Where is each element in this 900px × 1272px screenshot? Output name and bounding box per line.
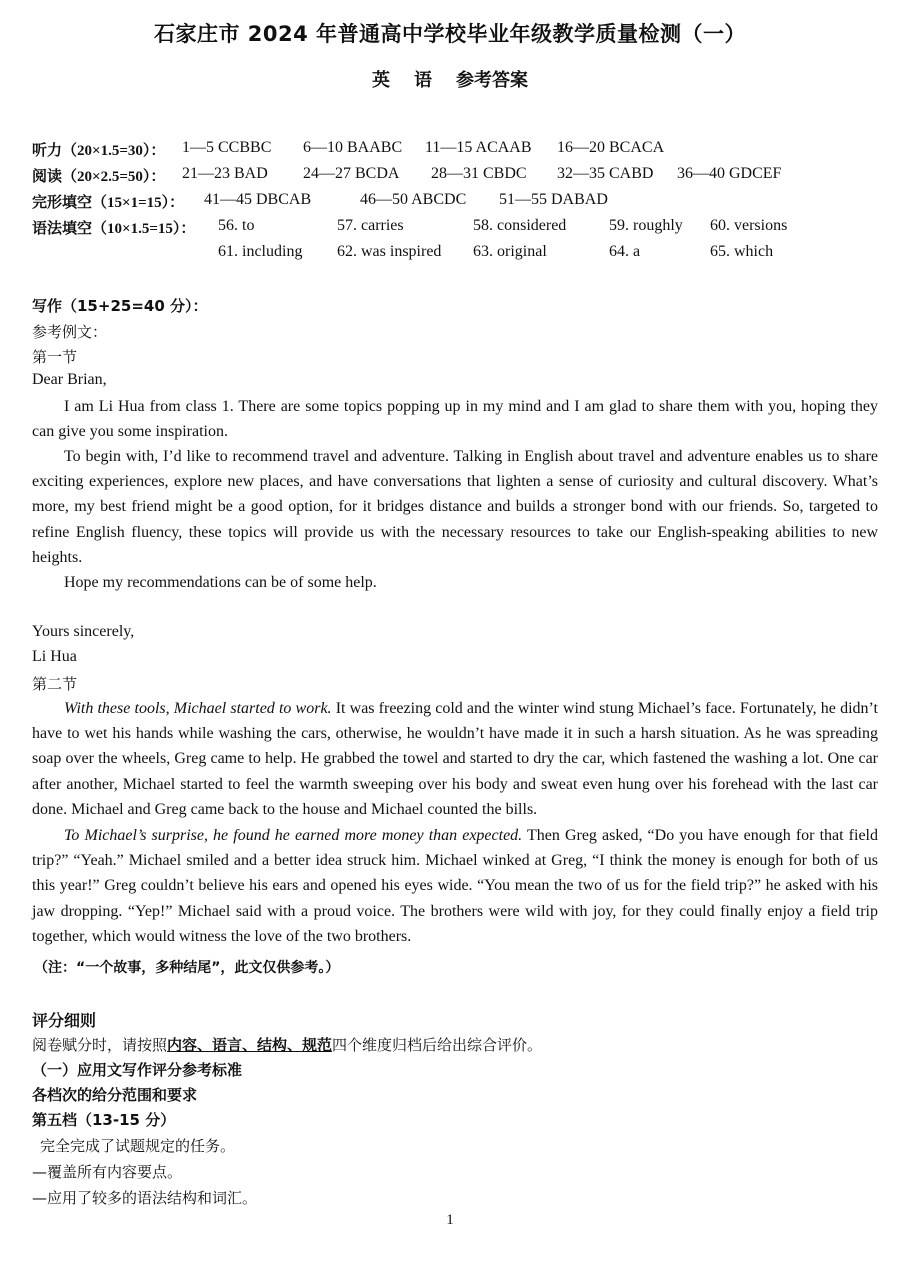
letter-paragraph: I am Li Hua from class 1. There are some topics popping up in my mind and I am glad to share them with you, hoping they can give you some inspiration. — [32, 398, 878, 441]
answer-group: 21—23 BAD — [182, 165, 268, 182]
answer-key-label: 参考答案 — [456, 70, 528, 91]
answer-group: 46—50 ABCDC — [360, 191, 467, 208]
answer-group: 41—45 DBCAB — [204, 191, 312, 208]
grammar-label: 语法填空 — [32, 219, 93, 237]
story-lead-sentence: To Michael’s surprise, he found he earned more money than expected. — [64, 827, 523, 844]
listening-label: 听力 — [32, 141, 63, 159]
story-lead-sentence: With these tools, Michael started to work. — [64, 700, 332, 717]
answer-group: 11—15 ACAAB — [425, 139, 532, 156]
writing-heading: 写作（15+25=40 分）： — [32, 297, 208, 315]
story-paragraph — [32, 823, 878, 949]
scoring-intro — [32, 1034, 542, 1055]
grammar-answer: 60. versions — [710, 217, 788, 234]
cloze-answers — [32, 191, 892, 217]
grammar-answers-row2 — [32, 243, 892, 269]
story-text: It was freezing cold and the winter wind stung Michael’s face. Fortunately, he didn’t have to wet his hands while washing the cars, otherwise, he wouldn’t have made it in such a harsh situation. As he was spreading soap over the wheels, Greg came to help. He grabbed the towel and started to dry the car, which fastened the washing a lot. One car after another, Michael started to feel the warmth sweeping over his body and sweat even hung over his forehead with the last car done. Michael and Greg came back to the house and Michael counted the bills. — [32, 700, 878, 818]
letter-salutation: Dear Brian, — [32, 371, 107, 388]
answer-group: 32—35 CABD — [557, 165, 654, 182]
grammar-answer: 62. was inspired — [337, 243, 442, 260]
answer-group: 51—55 DABAD — [499, 191, 608, 208]
listening-answers — [32, 139, 892, 165]
letter-paragraph: To begin with, I’d like to recommend travel and adventure. Talking in English about travel and adventure enables us to share exciting experiences, explore new places, and have conversations that lighten a sense of curiosity and cultural discovery. What’s more, my best friend might be a good option, for it bridges distance and builds a stronger bond with our friends. So, targeted to refine English fluency, these topics will provide us with the necessary resources to take our English-speaking abilities to new heights. — [32, 448, 878, 566]
answer-group: 24—27 BCDA — [303, 165, 400, 182]
listening-score: （20×1.5=30）： — [62, 143, 166, 159]
grammar-score: （10×1.5=15）： — [92, 221, 196, 237]
answer-group: 28—31 CBDC — [431, 165, 527, 182]
level5-heading: 第五档（13-15 分） — [32, 1111, 176, 1129]
grammar-answer: 63. original — [473, 243, 547, 260]
grammar-answer: 58. considered — [473, 217, 567, 234]
grammar-answer: 65. which — [710, 243, 774, 260]
letter-paragraph: Hope my recommendations can be of some help. — [64, 574, 377, 591]
reading-label: 阅读 — [32, 167, 63, 185]
grammar-answer: 61. including — [218, 243, 303, 260]
criteria-item: —应用了较多的语法结构和词汇。 — [32, 1189, 258, 1207]
standard-heading: （一）应用文写作评分参考标准 — [32, 1061, 243, 1079]
grammar-answer: 59. roughly — [609, 217, 683, 234]
grammar-answer: 57. carries — [337, 217, 404, 234]
scoring-intro-start: 阅卷赋分时，请按照 — [32, 1036, 168, 1054]
story-text: Then Greg asked, “Do you have enough for that field trip?” “Yeah.” Michael smiled and a better idea struck him. Michael winked at Greg, “I think the money is enough for both of us this year!” Greg couldn’t believe his ears and opened his eyes wide. “You mean the two of us for the field trip?” he asked with his jaw dropping. “Yep!” Michael said with a proud voice. The brothers were wild with joy, for they could finally enjoy a field trip together, which would witness the love of the two brothers. — [32, 827, 878, 945]
answer-group: 36—40 GDCEF — [677, 165, 782, 182]
document-title: 石家庄市 2024 年普通高中学校毕业年级教学质量检测（一） — [153, 22, 747, 46]
subject-char-1: 英 — [372, 70, 390, 91]
reading-score: （20×2.5=50）： — [62, 169, 166, 185]
scoring-title: 评分细则 — [32, 1011, 97, 1030]
essay-note: （注：“一个故事，多种结尾”，此文仅供参考。） — [34, 960, 340, 976]
scoring-dimensions: 内容、语言、结构、规范 — [167, 1036, 333, 1054]
part2-label: 第二节 — [32, 675, 78, 693]
document-subtitle — [0, 66, 900, 92]
story-paragraph — [32, 696, 878, 822]
reading-answers — [32, 165, 892, 191]
cloze-score: （15×1=15）： — [92, 195, 185, 211]
letter-closing: Yours sincerely, — [32, 623, 135, 640]
cloze-label: 完形填空 — [32, 193, 93, 211]
criteria-item: 完全完成了试题规定的任务。 — [40, 1137, 236, 1155]
answer-group: 1—5 CCBBC — [182, 139, 272, 156]
criteria-item: —覆盖所有内容要点。 — [32, 1163, 183, 1181]
scoring-intro-end: 四个维度归档后给出综合评价。 — [332, 1036, 543, 1054]
letter-signature: Li Hua — [32, 648, 77, 665]
subject-char-2: 语 — [414, 70, 432, 91]
answer-group: 16—20 BCACA — [557, 139, 665, 156]
grammar-answers-row1 — [32, 217, 892, 243]
part1-label: 第一节 — [32, 348, 78, 366]
answer-group: 6—10 BAABC — [303, 139, 403, 156]
ranges-heading: 各档次的给分范围和要求 — [32, 1086, 198, 1104]
grammar-answer: 64. a — [609, 243, 641, 260]
grammar-answer: 56. to — [218, 217, 255, 234]
sample-essay-label: 参考例文： — [32, 323, 108, 341]
page-number: 1 — [446, 1212, 454, 1228]
